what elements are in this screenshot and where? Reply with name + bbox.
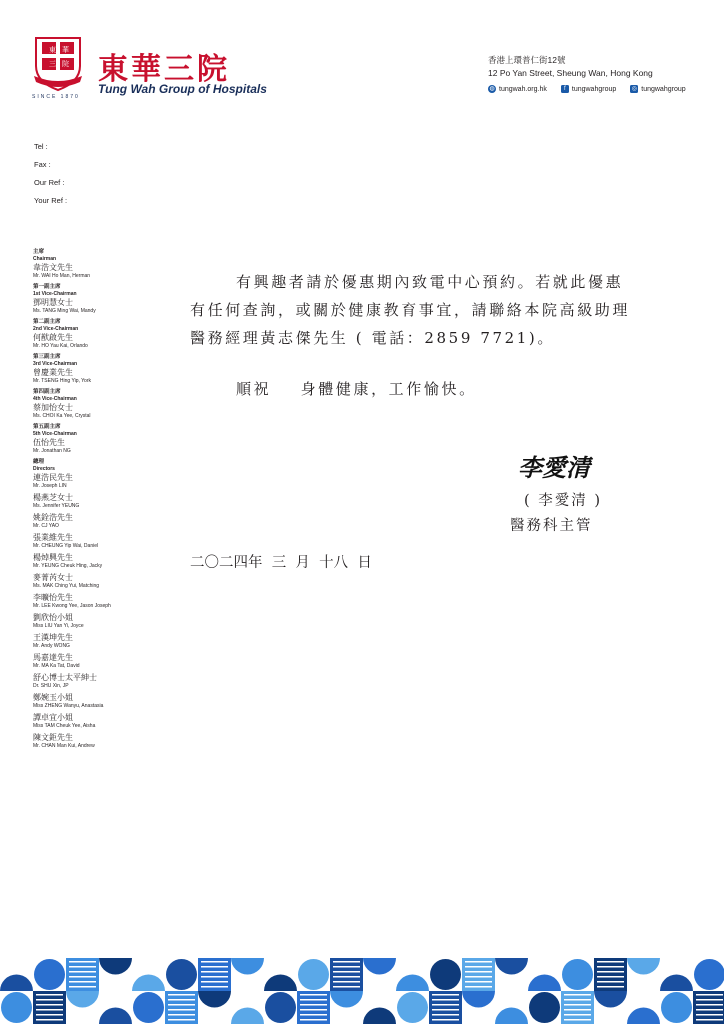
director-name-en: Ms. MAK Ching Yui, Matching bbox=[33, 583, 100, 589]
officer-role-cn: 第四副主席 bbox=[33, 389, 61, 395]
director-entry bbox=[33, 533, 183, 550]
officer-name-cn: 鄧明慧女士 bbox=[33, 298, 73, 307]
footer-pattern-stripe bbox=[201, 976, 228, 978]
footer-pattern-stripe bbox=[201, 981, 228, 983]
directors-label-cn: 總理 bbox=[33, 459, 45, 465]
officer-name-en: Mr. WAI Ho Man, Herman bbox=[33, 273, 91, 279]
footer-pattern-stripe bbox=[465, 986, 492, 988]
svg-text:院: 院 bbox=[62, 60, 69, 68]
footer-pattern-stripe bbox=[432, 1004, 459, 1006]
footer-pattern-stripe bbox=[333, 966, 360, 968]
officer-name-cn: 何猷啟先生 bbox=[33, 333, 73, 342]
director-name-en: Miss LIU Yan Yi, Joyce bbox=[33, 623, 84, 629]
footer-pattern-stripe bbox=[300, 994, 327, 996]
footer-pattern-stripe bbox=[36, 994, 63, 996]
footer-pattern-stripe bbox=[465, 966, 492, 968]
officer-role-cn: 第一副主席 bbox=[33, 284, 61, 290]
officer-name-cn: 曾慶業先生 bbox=[33, 368, 73, 377]
since-label: SINCE 1870 bbox=[32, 94, 80, 100]
facebook-link[interactable] bbox=[561, 85, 616, 93]
director-entry bbox=[33, 513, 183, 530]
footer-pattern-stripe bbox=[300, 1009, 327, 1011]
handwritten-signature: 李愛清 bbox=[518, 453, 590, 482]
footer-pattern-stripe bbox=[300, 1019, 327, 1021]
officer-role-en: 5th Vice-Chairman bbox=[33, 431, 77, 437]
address-english: 12 Po Yan Street, Sheung Wan, Hong Kong bbox=[488, 68, 653, 78]
footer-pattern-stripe bbox=[168, 1004, 195, 1006]
footer-pattern-stripe bbox=[36, 1004, 63, 1006]
footer-pattern-stripe bbox=[69, 961, 96, 963]
footer-pattern-shape bbox=[529, 992, 560, 1023]
footer-pattern-stripe bbox=[36, 999, 63, 1001]
svg-text:華: 華 bbox=[62, 46, 69, 54]
director-name-cn: 李曠怡先生 bbox=[33, 593, 73, 602]
footer-pattern-stripe bbox=[69, 966, 96, 968]
director-name-en: Mr. Joseph LIN bbox=[33, 483, 67, 489]
footer-pattern-stripe bbox=[201, 961, 228, 963]
footer-pattern-stripe bbox=[597, 981, 624, 983]
footer-pattern-stripe bbox=[69, 981, 96, 983]
footer-pattern-stripe bbox=[432, 999, 459, 1001]
officer-role-en: Chairman bbox=[33, 256, 57, 262]
our-ref-label: Our Ref : bbox=[34, 178, 65, 187]
director-entry bbox=[33, 713, 183, 730]
officer-entry bbox=[33, 354, 183, 385]
director-name-en: Mr. MA Ka Tat, David bbox=[33, 663, 80, 669]
footer-pattern-stripe bbox=[333, 986, 360, 988]
director-name-en: Miss ZHENG Wanyu, Anastasia bbox=[33, 703, 104, 709]
footer-pattern-stripe bbox=[564, 999, 591, 1001]
director-name-en: Mr. Andy WONG bbox=[33, 643, 70, 649]
footer-pattern-stripe bbox=[168, 994, 195, 996]
directors-label-en: Directors bbox=[33, 466, 55, 472]
officer-role-cn: 第二副主席 bbox=[33, 319, 61, 325]
footer-pattern-stripe bbox=[564, 994, 591, 996]
director-entry bbox=[33, 653, 183, 670]
logo-chinese-name: 東華三院 bbox=[98, 52, 230, 87]
footer-pattern-shape bbox=[430, 959, 461, 990]
address-block bbox=[488, 54, 653, 80]
footer-pattern-stripe bbox=[36, 1014, 63, 1016]
footer-pattern-stripe bbox=[168, 1019, 195, 1021]
director-entry bbox=[33, 553, 183, 570]
director-name-en: Dr. SHU Xin, JP bbox=[33, 683, 69, 689]
officer-entry bbox=[33, 389, 183, 420]
footer-pattern-stripe bbox=[201, 971, 228, 973]
director-name-cn: 劉欣怡小姐 bbox=[33, 613, 73, 622]
footer-pattern-stripe bbox=[201, 966, 228, 968]
your-ref-label: Your Ref : bbox=[34, 196, 68, 205]
officers-column bbox=[33, 245, 183, 753]
officer-entry bbox=[33, 319, 183, 350]
svg-text:三: 三 bbox=[49, 60, 56, 68]
svg-text:東: 東 bbox=[49, 46, 56, 54]
tung-wah-emblem-logo bbox=[32, 36, 84, 92]
director-name-cn: 王漢坤先生 bbox=[33, 633, 73, 642]
instagram-icon: ◎ bbox=[631, 86, 637, 92]
director-name-cn: 姚銓浩先生 bbox=[33, 513, 73, 522]
footer-pattern-stripe bbox=[696, 1014, 723, 1016]
footer-pattern-stripe bbox=[333, 981, 360, 983]
officer-entry bbox=[33, 424, 183, 455]
footer-pattern-shape bbox=[166, 959, 197, 990]
footer-pattern-stripe bbox=[333, 976, 360, 978]
director-entry bbox=[33, 673, 183, 690]
director-name-en: Ms. Jennifer YEUNG bbox=[33, 503, 80, 509]
signatory-name: ( 李愛清 ) bbox=[524, 493, 603, 509]
officer-role-en: 1st Vice-Chairman bbox=[33, 291, 77, 297]
footer-pattern-stripe bbox=[696, 1009, 723, 1011]
footer-pattern-stripe bbox=[69, 976, 96, 978]
footer-pattern-stripe bbox=[432, 1019, 459, 1021]
footer-pattern-shape bbox=[661, 992, 692, 1023]
director-entry bbox=[33, 573, 183, 590]
body-line: 有興趣者請於優惠期內致電中心預約。若就此優惠 bbox=[236, 273, 624, 291]
globe-icon: ◍ bbox=[489, 86, 495, 92]
footer-pattern-stripe bbox=[300, 1004, 327, 1006]
director-name-cn: 馬嘉達先生 bbox=[33, 653, 73, 662]
letter-date: 二〇二四年 三 月 十八 日 bbox=[190, 555, 372, 571]
signatory-title: 醫務科主管 bbox=[510, 518, 593, 534]
logo-english-name: Tung Wah Group of Hospitals bbox=[98, 82, 267, 96]
officer-role-en: 4th Vice-Chairman bbox=[33, 396, 77, 402]
decorative-footer-band bbox=[0, 958, 724, 1024]
director-entry bbox=[33, 613, 183, 630]
officer-name-en: Ms. CHOI Ka Yee, Crystal bbox=[33, 413, 91, 419]
director-name-en: Miss TAM Cheuk Yee, Aisha bbox=[33, 723, 96, 729]
instagram-link[interactable] bbox=[630, 85, 685, 93]
footer-pattern-stripe bbox=[597, 986, 624, 988]
director-name-en: Mr. CJ YAO bbox=[33, 523, 59, 529]
facebook-text: tungwahgroup bbox=[571, 85, 617, 93]
footer-pattern-stripe bbox=[597, 961, 624, 963]
officer-role-en: 3rd Vice-Chairman bbox=[33, 361, 78, 367]
officer-role-cn: 主席 bbox=[33, 249, 45, 255]
officer-name-cn: 伍怡先生 bbox=[33, 438, 65, 447]
footer-pattern-stripe bbox=[465, 976, 492, 978]
footer-pattern-stripe bbox=[36, 1009, 63, 1011]
footer-pattern-stripe bbox=[432, 994, 459, 996]
footer-pattern-stripe bbox=[333, 961, 360, 963]
footer-pattern-shape bbox=[265, 992, 296, 1023]
director-name-cn: 鄭婉玉小姐 bbox=[33, 693, 73, 702]
officer-name-en: Mr. TSENG Hing Yip, York bbox=[33, 378, 91, 384]
footer-pattern-stripe bbox=[597, 966, 624, 968]
footer-pattern-stripe bbox=[696, 994, 723, 996]
director-name-cn: 楊焯興先生 bbox=[33, 553, 73, 562]
officer-name-en: Mr. Jonathan NG bbox=[33, 448, 71, 454]
footer-pattern-stripe bbox=[465, 961, 492, 963]
letter-body bbox=[190, 268, 640, 352]
footer-pattern-stripe bbox=[168, 1009, 195, 1011]
footer-pattern-stripe bbox=[300, 1014, 327, 1016]
footer-pattern-stripe bbox=[696, 999, 723, 1001]
footer-pattern-stripe bbox=[696, 1004, 723, 1006]
footer-pattern-stripe bbox=[168, 1014, 195, 1016]
director-entry bbox=[33, 633, 183, 650]
footer-pattern-stripe bbox=[69, 986, 96, 988]
director-name-cn: 楊燕芝女士 bbox=[33, 493, 73, 502]
footer-pattern-stripe bbox=[696, 1019, 723, 1021]
footer-pattern-stripe bbox=[564, 1014, 591, 1016]
footer-pattern-shape bbox=[34, 959, 65, 990]
footer-pattern-stripe bbox=[168, 999, 195, 1001]
officer-name-cn: 蔡加怡女士 bbox=[33, 403, 73, 412]
footer-pattern-stripe bbox=[564, 1004, 591, 1006]
footer-pattern-stripe bbox=[432, 1009, 459, 1011]
facebook-icon: f bbox=[561, 85, 569, 93]
footer-pattern-stripe bbox=[465, 971, 492, 973]
footer-pattern-shape bbox=[694, 959, 724, 990]
director-name-cn: 陳文鉅先生 bbox=[33, 733, 73, 742]
officer-name-cn: 韋浩文先生 bbox=[33, 263, 73, 272]
footer-pattern-shape bbox=[298, 959, 329, 990]
director-name-cn: 舒心博士太平紳士 bbox=[33, 673, 97, 682]
footer-pattern-stripe bbox=[300, 999, 327, 1001]
footer-pattern-shape bbox=[562, 959, 593, 990]
director-name-en: Mr. YEUNG Cheuk Hing, Jacky bbox=[33, 563, 103, 569]
footer-pattern-shape bbox=[1, 992, 32, 1023]
director-entry bbox=[33, 693, 183, 710]
director-name-cn: 連浩民先生 bbox=[33, 473, 73, 482]
director-name-cn: 張業維先生 bbox=[33, 533, 73, 542]
reference-fields bbox=[34, 138, 67, 210]
website-text: tungwah.org.hk bbox=[499, 85, 547, 93]
footer-pattern-stripe bbox=[465, 981, 492, 983]
footer-pattern-stripe bbox=[69, 971, 96, 973]
address-chinese: 香港上環普仁街12號 bbox=[488, 55, 566, 65]
footer-pattern-stripe bbox=[597, 971, 624, 973]
footer-pattern-stripe bbox=[36, 1019, 63, 1021]
footer-pattern-stripe bbox=[597, 976, 624, 978]
director-name-en: Mr. CHEUNG Yip Wai, Daniel bbox=[33, 543, 99, 549]
footer-pattern-stripe bbox=[201, 986, 228, 988]
footer-pattern-stripe bbox=[333, 971, 360, 973]
tel-label: Tel : bbox=[34, 142, 48, 151]
director-name-en: Mr. CHAN Man Kui, Andrew bbox=[33, 743, 95, 749]
closing-greeting: 順祝 身體健康，工作愉快。 bbox=[236, 380, 477, 398]
officer-entry bbox=[33, 284, 183, 315]
director-name-en: Mr. LEE Kwong Yee, Jason Joseph bbox=[33, 603, 111, 609]
director-name-cn: 譚卓宜小姐 bbox=[33, 713, 73, 722]
officer-role-cn: 第五副主席 bbox=[33, 424, 61, 430]
fax-label: Fax : bbox=[34, 160, 51, 169]
instagram-text: tungwahgroup bbox=[641, 85, 686, 93]
body-line: 有任何查詢，或關於健康教育事宜，請聯絡本院高級助理 bbox=[190, 301, 631, 319]
officer-role-cn: 第三副主席 bbox=[33, 354, 61, 360]
footer-pattern-stripe bbox=[564, 1009, 591, 1011]
director-name-cn: 麥菁芮女士 bbox=[33, 573, 73, 582]
officer-entry bbox=[33, 249, 183, 280]
officer-name-en: Mr. HO Yau Kai, Orlando bbox=[33, 343, 88, 349]
footer-pattern-shape bbox=[133, 992, 164, 1023]
footer-pattern-shape bbox=[397, 992, 428, 1023]
officer-name-en: Ms. TANG Ming Wai, Mandy bbox=[33, 308, 96, 314]
director-entry bbox=[33, 733, 183, 750]
body-line: 醫務經理黃志傑先生 ( 電話：2859 7721)。 bbox=[190, 329, 555, 347]
director-entry bbox=[33, 593, 183, 610]
footer-pattern-stripe bbox=[564, 1019, 591, 1021]
footer-pattern-stripe bbox=[432, 1014, 459, 1016]
officer-role-en: 2nd Vice-Chairman bbox=[33, 326, 79, 332]
website-link[interactable] bbox=[488, 85, 547, 93]
director-entry bbox=[33, 473, 183, 490]
director-entry bbox=[33, 493, 183, 510]
social-links bbox=[488, 85, 686, 93]
